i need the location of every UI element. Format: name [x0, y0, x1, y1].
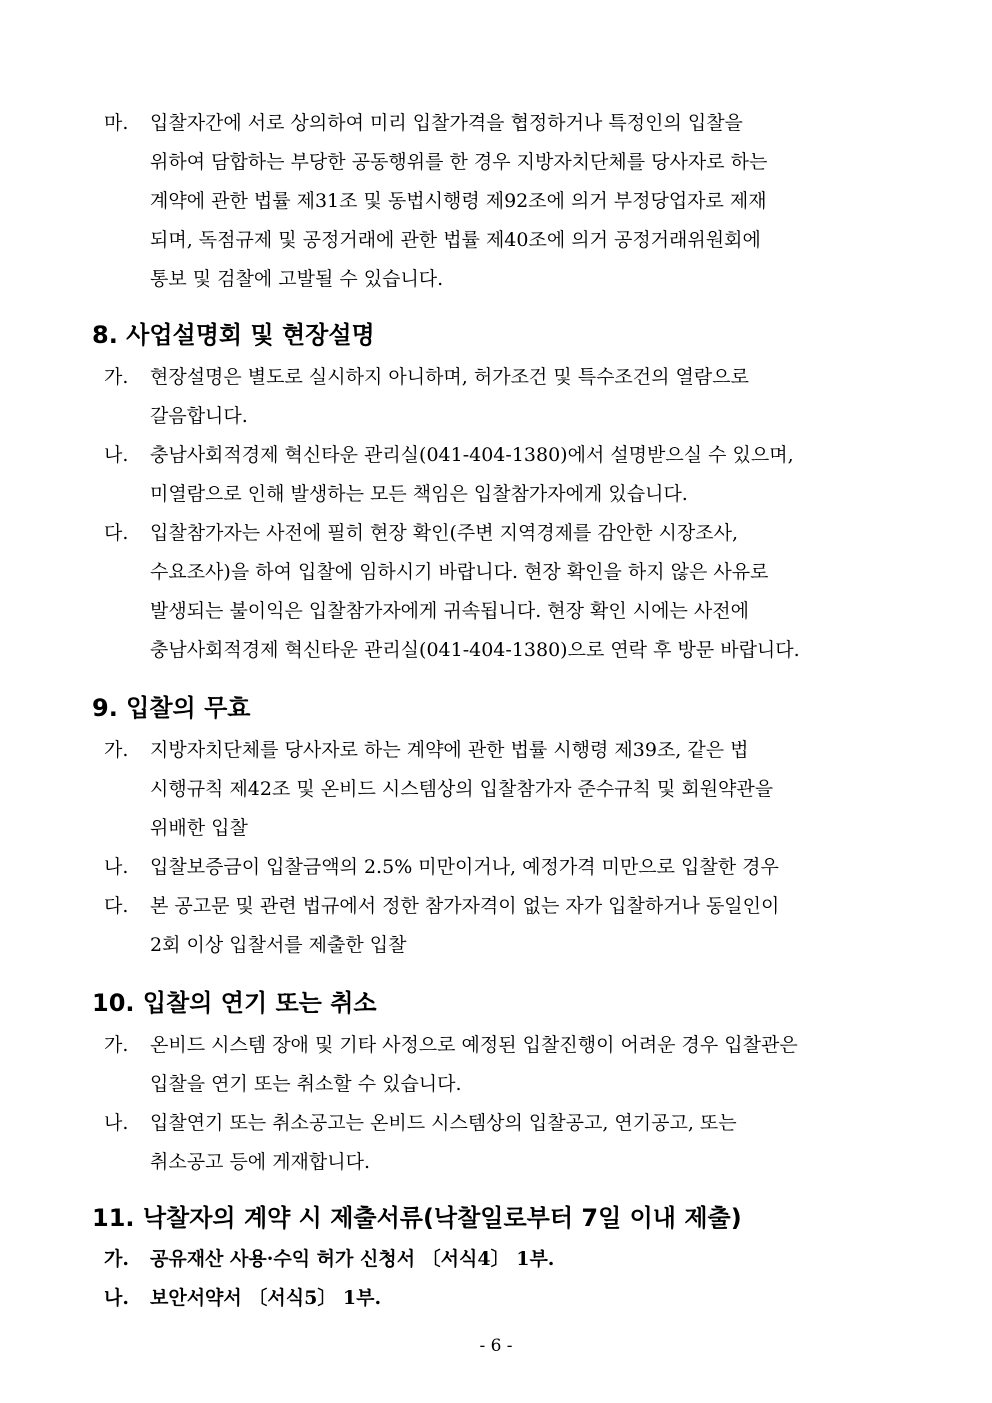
paragraph-line: 되며, 독점규제 및 공정거래에 관한 법률 제40조에 의거 공정거래위원회에: [150, 229, 761, 251]
paragraph-line: 본 공고문 및 관련 법규에서 정한 참가자격이 없는 자가 입찰하거나 동일인이: [150, 895, 780, 917]
paragraph-line: 입찰연기 또는 취소공고는 온비드 시스템상의 입찰공고, 연기공고, 또는: [150, 1112, 737, 1134]
list-marker: 가.: [104, 1248, 129, 1270]
paragraph-line: 지방자치단체를 당사자로 하는 계약에 관한 법률 시행령 제39조, 같은 법: [150, 739, 749, 761]
list-marker: 나.: [104, 444, 129, 466]
paragraph-line: 발생되는 불이익은 입찰참가자에게 귀속됩니다. 현장 확인 시에는 사전에: [150, 600, 749, 622]
section-heading-8: 8. 사업설명회 및 현장설명: [92, 321, 375, 349]
paragraph-line: 입찰을 연기 또는 취소할 수 있습니다.: [150, 1073, 462, 1095]
paragraph-line: 갈음합니다.: [150, 405, 248, 427]
list-marker: 다.: [104, 895, 129, 917]
paragraph-line: 온비드 시스템 장애 및 기타 사정으로 예정된 입찰진행이 어려운 경우 입찰관은: [150, 1034, 798, 1056]
section-heading-10: 10. 입찰의 연기 또는 취소: [92, 989, 377, 1017]
list-marker: 마.: [104, 112, 129, 134]
section-heading-9: 9. 입찰의 무효: [92, 694, 251, 722]
page-number: - 6 -: [479, 1336, 513, 1356]
list-marker: 나.: [104, 856, 129, 878]
list-marker: 다.: [104, 522, 129, 544]
paragraph-line: 취소공고 등에 게재합니다.: [150, 1151, 371, 1173]
paragraph-line: 공유재산 사용·수익 허가 신청서 〔서식4〕 1부.: [150, 1248, 555, 1270]
list-marker: 나.: [104, 1287, 129, 1309]
paragraph-line: 위배한 입찰: [150, 817, 248, 839]
section-heading-11: 11. 낙찰자의 계약 시 제출서류(낙찰일로부터 7일 이내 제출): [92, 1204, 742, 1232]
paragraph-line: 미열람으로 인해 발생하는 모든 책임은 입찰참가자에게 있습니다.: [150, 483, 688, 505]
paragraph-line: 시행규칙 제42조 및 온비드 시스템상의 입찰참가자 준수규칙 및 회원약관을: [150, 778, 774, 800]
list-marker: 나.: [104, 1112, 129, 1134]
paragraph-line: 위하여 담합하는 부당한 공동행위를 한 경우 지방자치단체를 당사자로 하는: [150, 151, 768, 173]
paragraph-line: 입찰자간에 서로 상의하여 미리 입찰가격을 협정하거나 특정인의 입찰을: [150, 112, 743, 134]
paragraph-line: 충남사회적경제 혁신타운 관리실(041-404-1380)으로 연락 후 방문 바랍니다.: [150, 639, 800, 661]
paragraph-line: 충남사회적경제 혁신타운 관리실(041-404-1380)에서 설명받으실 수 있으며,: [150, 444, 794, 466]
paragraph-line: 보안서약서 〔서식5〕 1부.: [150, 1287, 382, 1309]
paragraph-line: 계약에 관한 법률 제31조 및 동법시행령 제92조에 의거 부정당업자로 제재: [150, 190, 767, 212]
paragraph-line: 수요조사)을 하여 입찰에 임하시기 바랍니다. 현장 확인을 하지 않은 사유로: [150, 561, 769, 583]
paragraph-line: 현장설명은 별도로 실시하지 아니하며, 허가조건 및 특수조건의 열람으로: [150, 366, 749, 388]
paragraph-line: 2회 이상 입찰서를 제출한 입찰: [150, 934, 407, 956]
paragraph-line: 입찰보증금이 입찰금액의 2.5% 미만이거나, 예정가격 미만으로 입찰한 경우: [150, 856, 779, 878]
paragraph-line: 통보 및 검찰에 고발될 수 있습니다.: [150, 268, 444, 290]
paragraph-line: 입찰참가자는 사전에 필히 현장 확인(주변 지역경제를 감안한 시장조사,: [150, 522, 738, 544]
list-marker: 가.: [104, 739, 129, 761]
list-marker: 가.: [104, 1034, 129, 1056]
list-marker: 가.: [104, 366, 129, 388]
